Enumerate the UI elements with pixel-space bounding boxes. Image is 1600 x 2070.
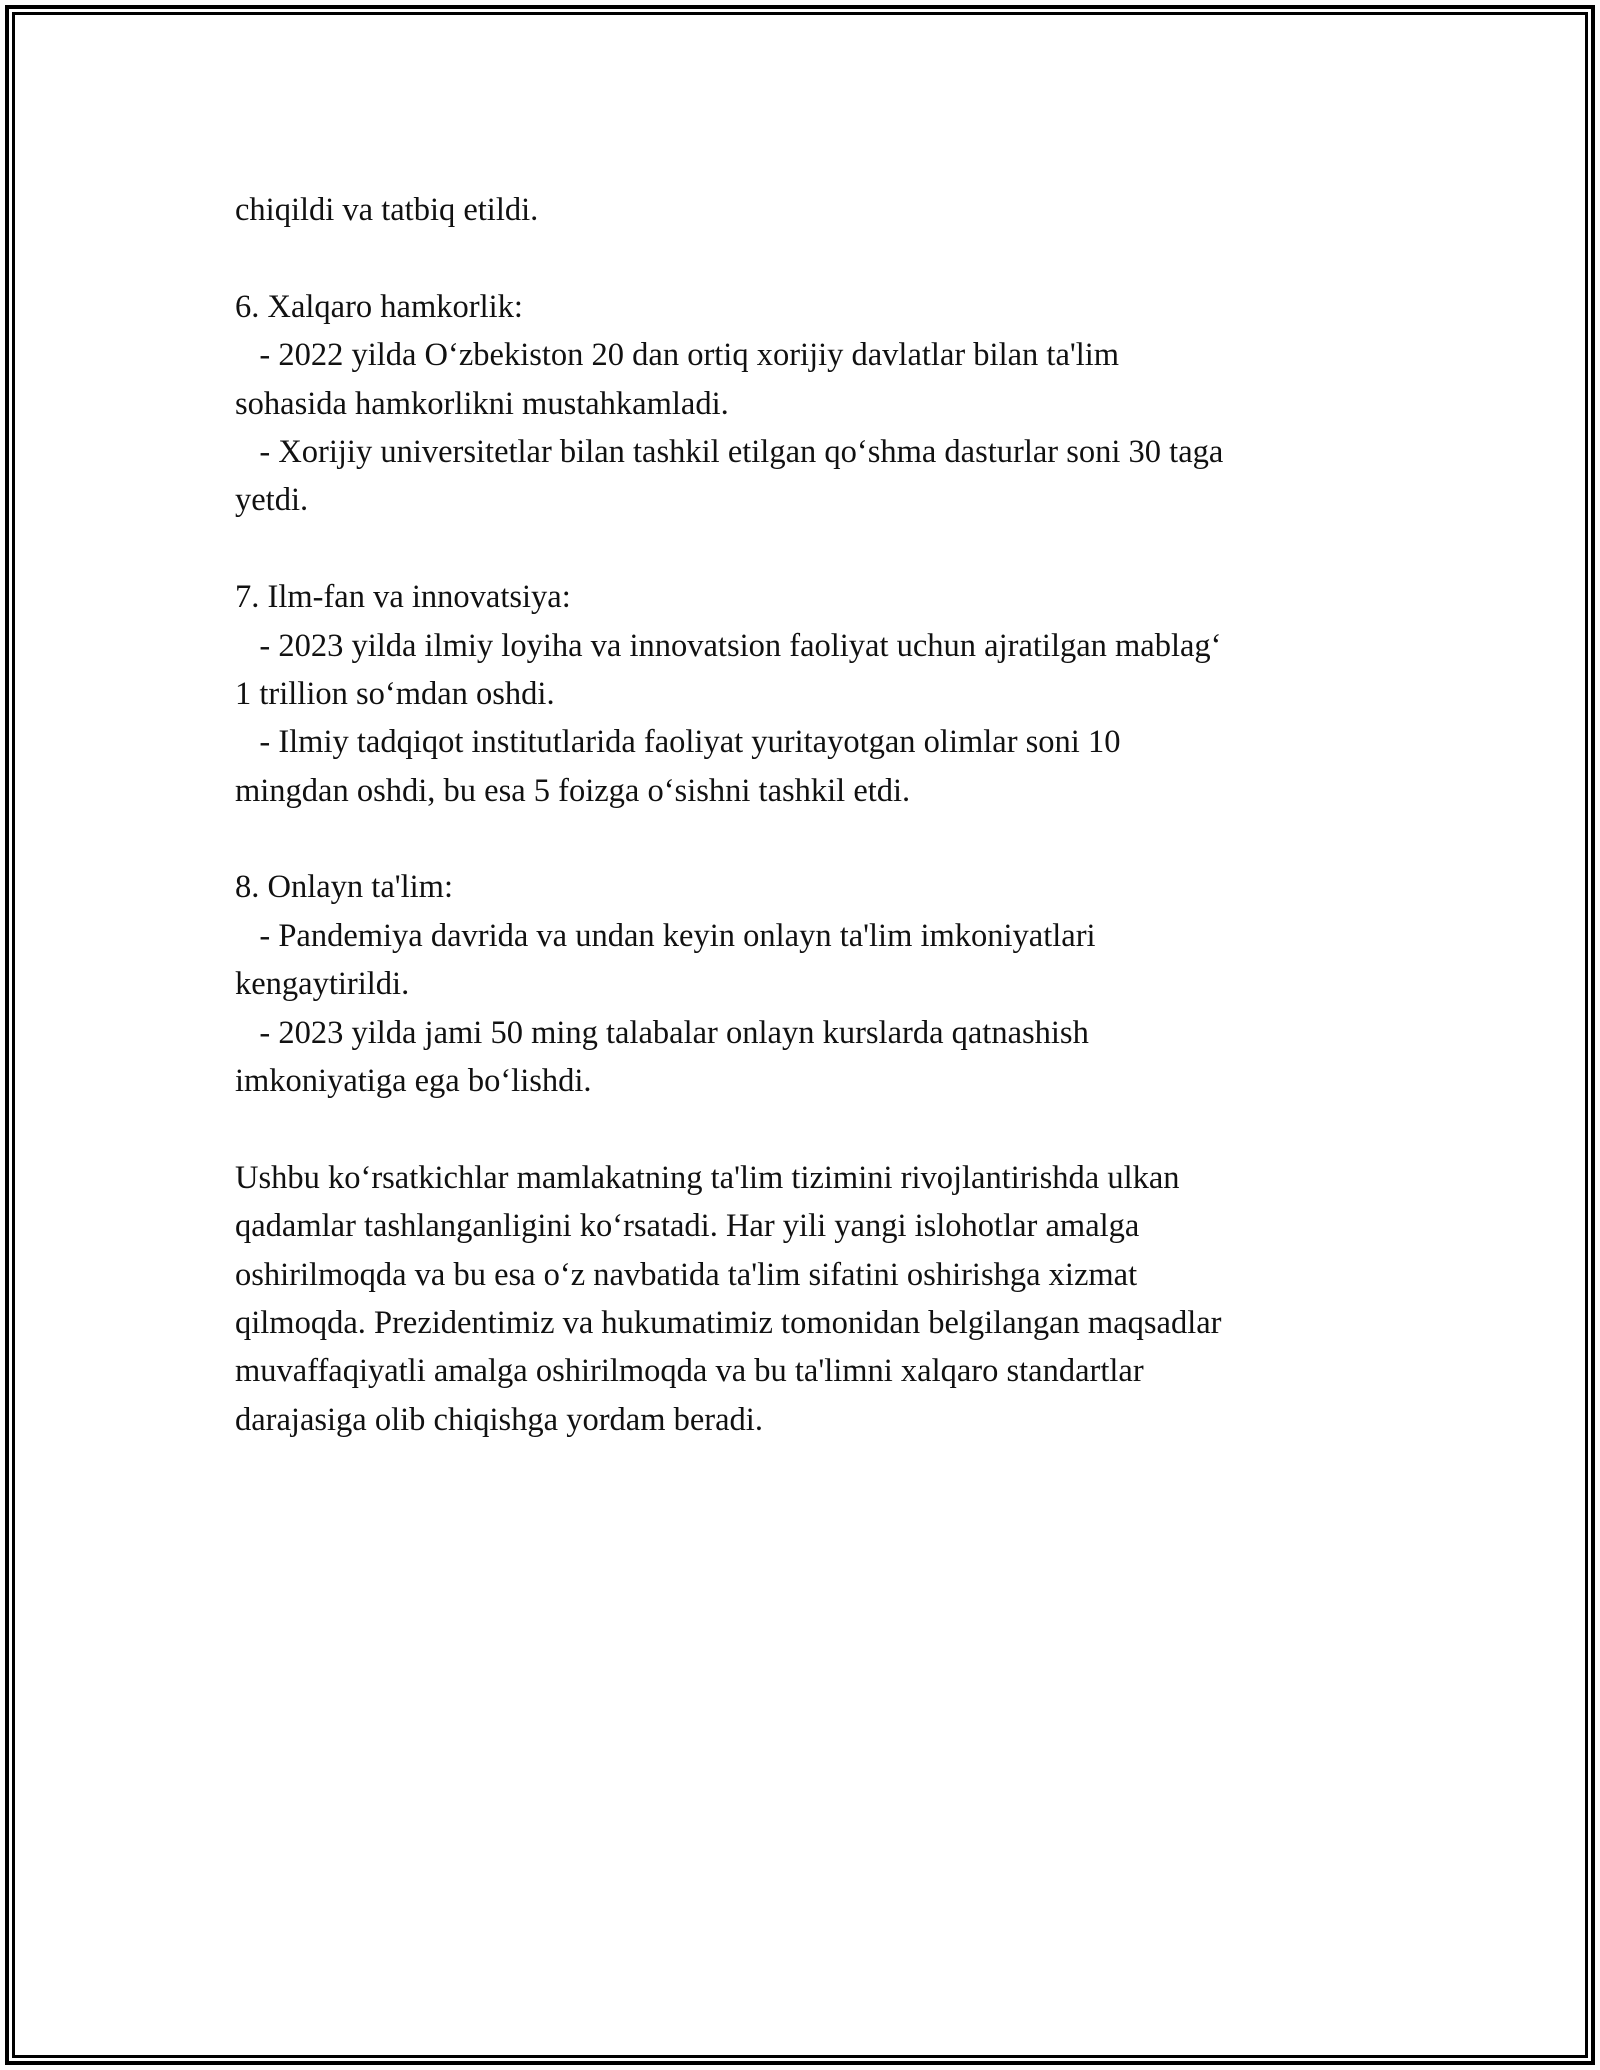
section-heading: 8. Onlayn ta'lim: — [235, 869, 453, 906]
text-line: muvaffaqiyatli amalga oshirilmoqda va bu ta'limni xalqaro standartlar — [235, 1353, 1144, 1390]
document-body — [235, 186, 1385, 1444]
text-line: - Ilmiy tadqiqot institutlarida faoliyat yuritayotgan olimlar soni 10 — [235, 724, 1121, 761]
text-line: 1 trillion so‘mdan oshdi. — [235, 675, 555, 712]
paragraph-gap — [235, 1105, 1385, 1153]
text-line: kengaytirildi. — [235, 966, 410, 1003]
text-line: qilmoqda. Prezidentimiz va hukumatimiz tomonidan belgilangan maqsadlar — [235, 1304, 1222, 1341]
text-line: imkoniyatiga ega bo‘lishdi. — [235, 1063, 592, 1100]
section-6 — [235, 283, 1385, 525]
text-line: yetdi. — [235, 482, 309, 519]
text-line: - 2022 yilda O‘zbekiston 20 dan ortiq xorijiy davlatlar bilan ta'lim — [235, 337, 1120, 374]
text-line: oshirilmoqda va bu esa o‘z navbatida ta'lim sifatini oshirishga xizmat — [235, 1256, 1138, 1293]
section-heading: 6. Xalqaro hamkorlik: — [235, 288, 523, 325]
text-line: darajasiga olib chiqishga yordam beradi. — [235, 1401, 763, 1438]
section-7 — [235, 573, 1385, 815]
text-line: Ushbu ko‘rsatkichlar mamlakatning ta'lim tizimini rivojlantirishda ulkan — [235, 1159, 1180, 1196]
text-line: sohasida hamkorlikni mustahkamladi. — [235, 385, 729, 422]
text-line: - 2023 yilda jami 50 ming talabalar onlayn kurslarda qatnashish — [235, 1014, 1089, 1051]
text-line: - Pandemiya davrida va undan keyin onlayn ta'lim imkoniyatlari — [235, 917, 1096, 954]
text-line: - 2023 yilda ilmiy loyiha va innovatsion faoliyat uchun ajratilgan mablag‘ — [235, 627, 1222, 664]
conclusion-paragraph — [235, 1154, 1385, 1444]
text-line: - Xorijiy universitetlar bilan tashkil etilgan qo‘shma dasturlar soni 30 taga — [235, 433, 1224, 470]
section-heading: 7. Ilm-fan va innovatsiya: — [235, 579, 571, 616]
text-line: mingdan oshdi, bu esa 5 foizga o‘sishni tashkil etdi. — [235, 772, 911, 809]
text-line: qadamlar tashlanganligini ko‘rsatadi. Har yili yangi islohotlar amalga — [235, 1208, 1140, 1245]
paragraph-gap — [235, 234, 1385, 282]
paragraph-gap — [235, 525, 1385, 573]
section-8 — [235, 863, 1385, 1105]
continuation-line: chiqildi va tatbiq etildi. — [235, 192, 539, 228]
paragraph-gap — [235, 815, 1385, 863]
